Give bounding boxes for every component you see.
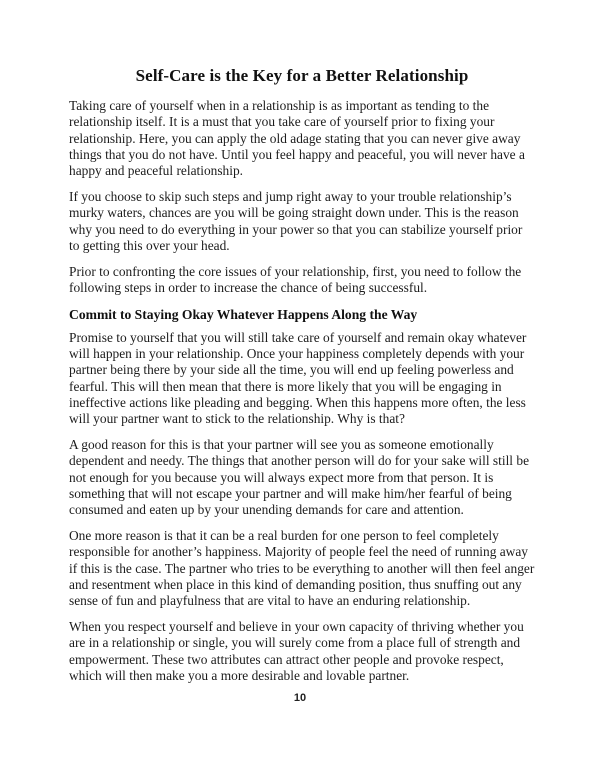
body-paragraph: One more reason is that it can be a real burden for one person to feel completely responsible for another’s happiness. Majority of people feel the need of running away if this is the case. The partner who tries to be everything to another will then feel anger and resentment when place in this kind of demanding position, thus snuffing out any sense of fun and playfulness that are vital to have an enduring relationship. [69, 528, 535, 609]
body-paragraph: When you respect yourself and believe in your own capacity of thriving whether you are in a relationship or single, you will surely come from a place full of strength and empowerment. These two attributes can attract other people and provoke respect, which will then make you a more desirable and lovable partner. [69, 619, 524, 683]
page-content [69, 66, 535, 694]
page-number: 10 [293, 692, 307, 704]
section-heading: Commit to Staying Okay Whatever Happens Along the Way [69, 306, 418, 322]
body-paragraph: A good reason for this is that your partner will see you as someone emotionally dependent and needy. The things that another person will do for your sake will still be not enough for you because you will always expect more from that person. It is something that will not escape your partner and will make him/her fearful of being consumed and eaten up by your unending demands for care and attention. [69, 437, 530, 518]
body-paragraph: If you choose to skip such steps and jump right away to your trouble relationship’s murky waters, chances are you will be going straight down under. This is the reason why you need to do everything in your power so that you can stabilize yourself prior to getting this over your head. [69, 188, 523, 253]
page-title: Self-Care is the Key for a Better Relationship [135, 66, 469, 85]
body-paragraph: Taking care of yourself when in a relationship is as important as tending to the relationship itself. It is a must that you take care of yourself prior to fixing your relationship. Here, you can apply the old adage stating that you can never give away things that you do not have. Until you feel happy and peaceful, you will never have a happy and peaceful relationship. [69, 98, 525, 179]
body-paragraph: Prior to confronting the core issues of your relationship, first, you need to follow the following steps in order to increase the chance of being successful. [69, 263, 522, 295]
body-paragraph: Promise to yourself that you will still take care of yourself and remain okay whatever will happen in your relationship. Once your happiness completely depends with your partner being there by your side all the time, you will end up feeling powerless and fearful. This will then mean that there is more likely that you will be engaging in ineffective actions like pleading and begging. When this happens more often, the less will your partner want to stick to the relationship. Why is that? [69, 329, 527, 427]
